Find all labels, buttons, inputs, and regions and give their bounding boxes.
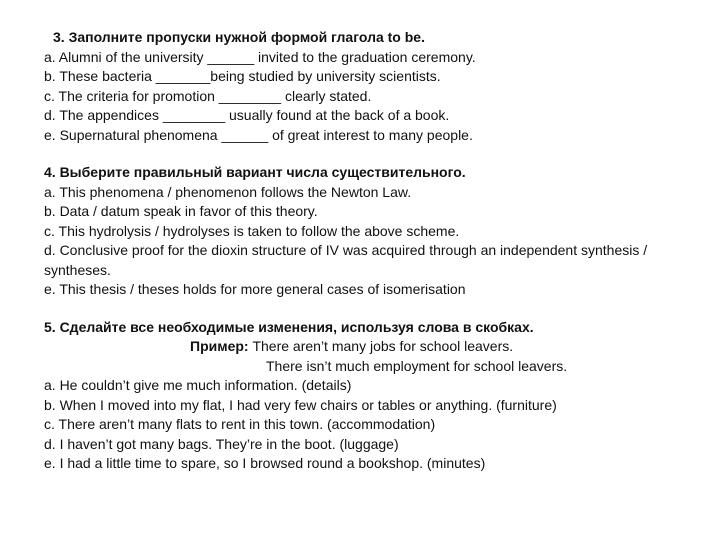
exercise-4-item-e: e. This thesis / theses holds for more general cases of isomerisation	[44, 281, 466, 297]
exercise-5-item-c: c. There aren’t many flats to rent in this town. (accommodation)	[44, 416, 436, 432]
exercise-5-heading: 5. Сделайте все необходимые изменения, используя слова в скобках.	[44, 318, 534, 335]
exercise-5-item-b: b. When I moved into my flat, I had very few chairs or tables or anything. (furniture)	[44, 396, 557, 413]
example-sentence-2: There isn’t much employment for school leavers.	[266, 357, 568, 374]
exercise-5-item-a: a. He couldn’t give me much information. (details)	[44, 377, 352, 393]
exercise-3-item-d: d. The appendices ________ usually found at the back of a book.	[44, 107, 450, 123]
exercise-4-heading: 4. Выберите правильный вариант числа существительного.	[44, 164, 466, 180]
exercise-4-item-d: d. Conclusive proof for the dioxin structure of IV was acquired through an independent synthesis / syntheses.	[44, 242, 648, 278]
exercise-3-item-e: e. Supernatural phenomena ______ of great interest to many people.	[44, 126, 473, 143]
exercise-3	[44, 28, 694, 145]
exercise-3-item-a: a. Alumni of the university ______ invited to the graduation ceremony.	[44, 48, 476, 65]
exercise-4-item-b: b. Data / datum speak in favor of this theory.	[44, 203, 318, 219]
exercise-3-item-b: b. These bacteria _______being studied by university scientists.	[44, 68, 441, 84]
exercise-5	[44, 318, 694, 474]
exercise-4-item-a: a. This phenomena / phenomenon follows the Newton Law.	[44, 183, 412, 200]
document-page	[44, 28, 694, 492]
exercise-5-item-d: d. I haven’t got many bags. They’re in the boot. (luggage)	[44, 435, 399, 452]
exercise-3-item-c: c. The criteria for promotion ________ clearly stated.	[44, 87, 372, 104]
example-line-1	[44, 337, 694, 357]
exercise-4	[44, 163, 694, 300]
exercise-5-item-e: e. I had a little time to spare, so I browsed round a bookshop. (minutes)	[44, 455, 486, 471]
exercise-4-item-c: c. This hydrolysis / hydrolyses is taken to follow the above scheme.	[44, 222, 460, 239]
example-sentence-1: There aren’t many jobs for school leavers.	[252, 338, 514, 354]
example-label: Пример:	[190, 338, 249, 354]
exercise-3-heading: 3. Заполните пропуски нужной формой глагола to be.	[53, 29, 425, 45]
